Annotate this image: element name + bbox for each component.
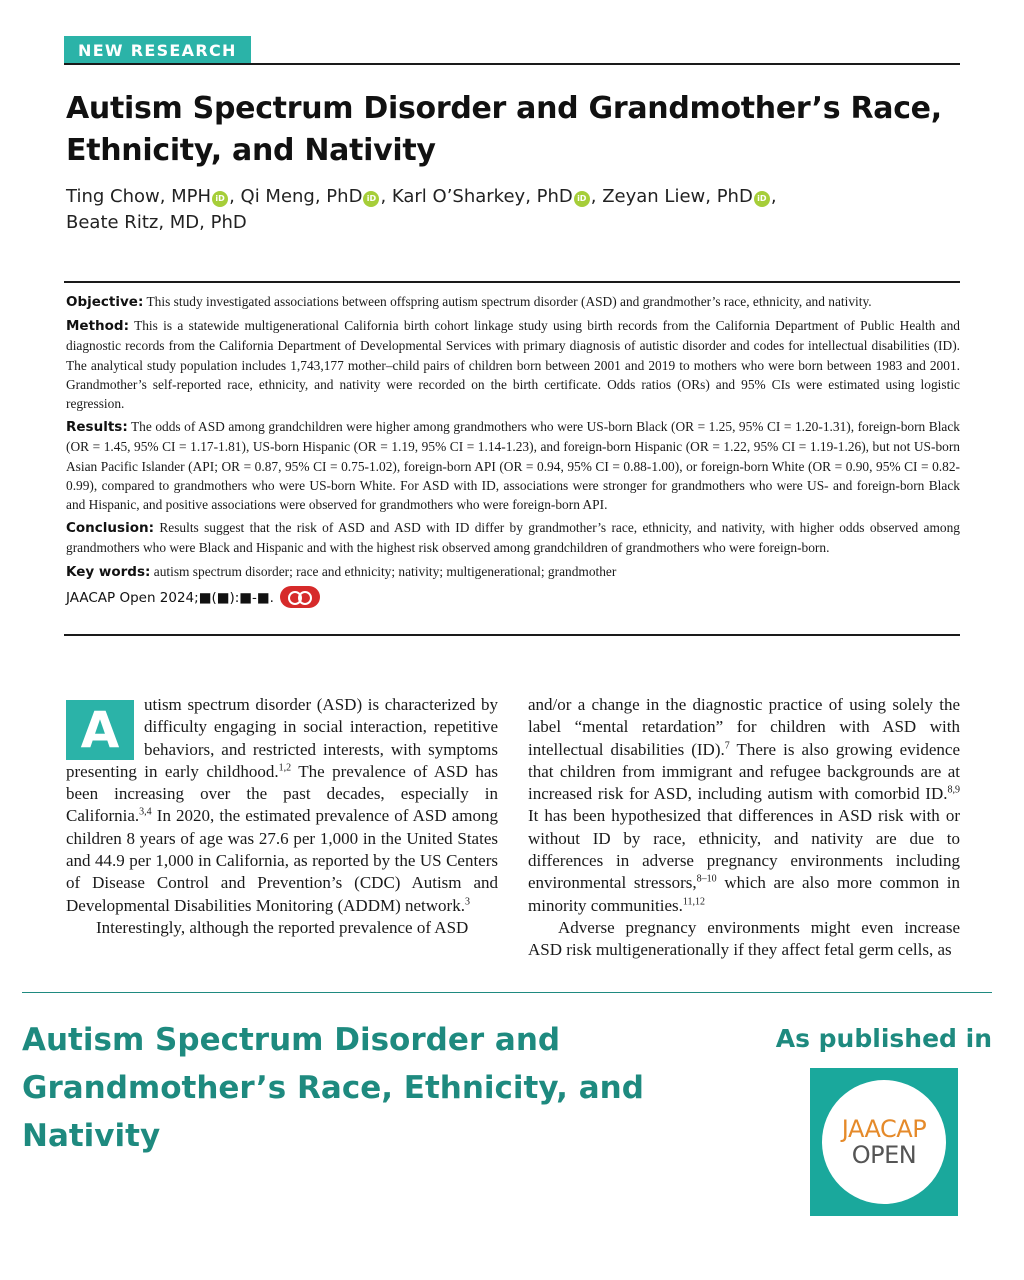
reference-marker[interactable]: 3 — [464, 896, 470, 908]
body-paragraph — [528, 694, 960, 917]
body-text: utism spectrum disorder (ASD) is characterized by difficulty engaging in social interaction, repetitive behaviors, and restricted interests, with symptoms presenting in early childhood. — [66, 695, 498, 781]
abstract-text: The odds of ASD among grandchildren were higher among grandmothers who were US-born Black (OR = 1.25, 95% CI = 1.20-1.31), foreign-born Black (OR = 1.45, 95% CI = 1.17-1.81), US-born Hispanic (OR = 1.19, 95% CI = 1.14-1.23), and foreign-born Hispanic (OR = 1.22, 95% CI = 1.19-1.26), but not US-born Asian Pacific Islander (API; OR = 0.87, 95% CI = 0.75-1.02), foreign-born API (OR = 0.94, 95% CI = 0.88-1.00), or foreign-born White (OR = 0.90, 95% CI = 0.82-0.99), compared to grandmothers who were US-born White. For ASD with ID, associations were stronger for grandmothers who were US- and foreign-born Black and Hispanic, and positive associations were observed for grandmothers who were foreign-born API. — [66, 419, 960, 513]
reference-marker[interactable]: 11,12 — [682, 896, 706, 908]
footer-title: Autism Spectrum Disorder and Grandmother’s Race, Ethnicity, and Nativity — [22, 1022, 644, 1154]
abstract — [66, 292, 960, 608]
abstract-text: This study investigated associations between offspring autism spectrum disorder (ASD) and grandmother’s race, ethnicity, and nativity. — [146, 294, 872, 309]
body-text: which are also more common in minority communities. — [528, 873, 961, 915]
abstract-bottom-rule — [64, 634, 960, 636]
body-text: The prevalence of ASD has been increasing over the past decades, especially in California. — [66, 761, 498, 826]
drop-cap: A — [66, 700, 134, 760]
body-column-right — [528, 694, 960, 962]
abstract-label: Conclusion: — [66, 520, 154, 537]
logo-circle — [822, 1080, 946, 1204]
author-name: Karl O’Sharkey, PhD — [391, 186, 573, 207]
reference-marker[interactable]: 3,4 — [139, 806, 152, 818]
header-rule — [64, 63, 960, 65]
jaacap-open-logo[interactable] — [810, 1068, 958, 1216]
body-text: There is also growing evidence that children from immigrant and refugee backgrounds are at increased risk for ASD, including autism with comorbid ID. — [528, 739, 960, 804]
abstract-results — [66, 417, 960, 514]
body-paragraph: Adverse pregnancy environments might even increase ASD risk multigenerationally if they affect fetal germ cells, as — [528, 917, 960, 960]
reference-marker[interactable]: 7 — [724, 739, 730, 751]
published-in-label: As published in — [775, 1024, 992, 1053]
abstract-top-rule — [64, 281, 960, 283]
body-text: In 2020, the estimated prevalence of ASD among children 8 years of age was 27.6 per 1,000 in the United States and 44.9 per 1,000 in California, as reported by the US Centers of Disease Control and Prevention’s (CDC) Autism and Developmental Disabilities Monitoring (ADDM) network. — [66, 806, 498, 915]
author-name: Ting Chow, MPH — [66, 186, 212, 207]
abstract-label: Key words: — [66, 563, 151, 580]
abstract-method — [66, 316, 960, 413]
reference-marker[interactable]: 8–10 — [696, 873, 717, 885]
body-text: It has been hypothesized that differences in ASD risk with or without ID by race, ethnicity, and nativity are due to differences in adverse pregnancy environments including environmental stressors, — [528, 806, 960, 893]
body-paragraph: Interestingly, although the reported prevalence of ASD — [96, 917, 469, 937]
abstract-text: Results suggest that the risk of ASD and ASD with ID differ by grandmother’s race, ethnicity, and nativity, with higher odds observed among grandmothers who were Black and Hispanic and with the highest risk observed among grandchildren of grandmothers who were foreign-born. — [66, 520, 960, 556]
author-name: Qi Meng, PhD — [240, 186, 363, 207]
abstract-text: autism spectrum disorder; race and ethnicity; nativity; multigenerational; grandmother — [153, 563, 617, 579]
abstract-keywords — [66, 562, 960, 582]
journal-citation — [66, 586, 960, 608]
orcid-icon[interactable]: iD — [574, 191, 590, 207]
abstract-label: Objective: — [66, 294, 144, 310]
article-type-badge: NEW RESEARCH — [64, 36, 251, 64]
author-name: Zeyan Liew, PhD — [602, 186, 753, 207]
logo-text-jaacap: JAACAP — [841, 1115, 927, 1143]
footer-divider — [22, 992, 992, 993]
abstract-label: Results: — [66, 419, 128, 436]
orcid-icon[interactable]: iD — [212, 191, 228, 207]
abstract-conclusion — [66, 518, 960, 557]
author-list: Ting Chow, MPH iD , Qi Meng, PhD iD , Karl O’Sharkey, PhD iD , Zeyan Liew, PhD iD , Beate Ritz, MD, PhD — [66, 186, 777, 233]
abstract-label: Method: — [66, 318, 129, 335]
reference-marker[interactable]: 1,2 — [278, 762, 292, 774]
body-paragraph — [66, 694, 498, 917]
orcid-icon[interactable]: iD — [363, 191, 379, 207]
article-title: Autism Spectrum Disorder and Grandmother’s Race, Ethnicity, and Nativity — [66, 91, 942, 168]
body-column-left — [66, 694, 498, 939]
abstract-objective — [66, 292, 960, 312]
citation-text: JAACAP Open 2024;■(■):■-■. — [66, 589, 274, 606]
orcid-icon[interactable]: iD — [754, 191, 770, 207]
author-name: Beate Ritz, MD, PhD — [66, 212, 247, 233]
logo-text-open: OPEN — [851, 1141, 917, 1169]
crossmark-icon[interactable] — [280, 586, 320, 608]
abstract-text: This is a statewide multigenerational California birth cohort linkage study using birth records from the California Department of Public Health and diagnostic records from the California Department of Developmental Services with primary diagnosis of autistic disorder and codes for intellectual disabilities (ID). The analytical study population includes 1,743,177 mother–child pairs of children born between 2001 and 2019 to mothers who were born between 1983 and 2001. Grandmother’s self-reported race, ethnicity, and nativity were recorded on the birth certificate. Odds ratios (ORs) and 95% CIs were estimated using logistic regression. — [66, 318, 960, 412]
body-text: and/or a change in the diagnostic practice of using solely the label “mental retardation” for children with ASD with intellectual disabilities (ID). — [528, 695, 960, 759]
reference-marker[interactable]: 8,9 — [947, 784, 960, 796]
